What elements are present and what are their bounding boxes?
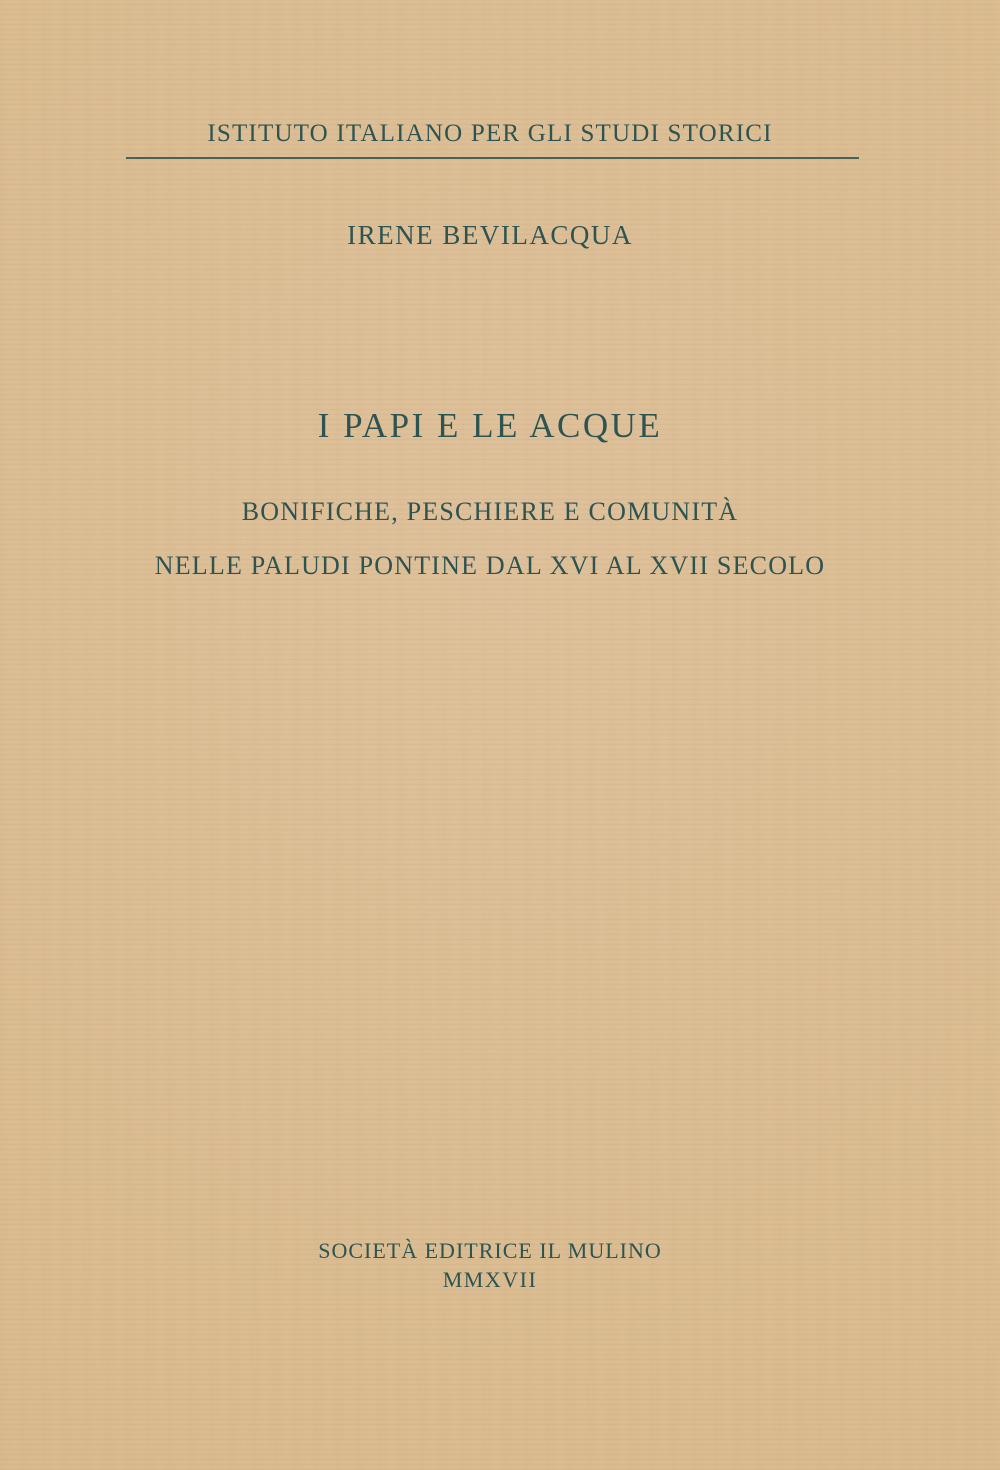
publisher-name: SOCIETÀ EDITRICE IL MULINO xyxy=(318,1238,662,1263)
book-title: I PAPI E LE ACQUE xyxy=(317,406,663,445)
publication-year: MMXVII xyxy=(442,1267,538,1292)
book-subtitle-line-1: BONIFICHE, PESCHIERE E COMUNITÀ xyxy=(241,497,739,526)
author-name: IRENE BEVILACQUA xyxy=(347,220,633,250)
header-rule xyxy=(126,157,859,159)
institute-name: ISTITUTO ITALIANO PER GLI STUDI STORICI xyxy=(207,120,773,147)
book-subtitle-line-2: NELLE PALUDI PONTINE DAL XVI AL XVII SECOLO xyxy=(154,551,826,580)
